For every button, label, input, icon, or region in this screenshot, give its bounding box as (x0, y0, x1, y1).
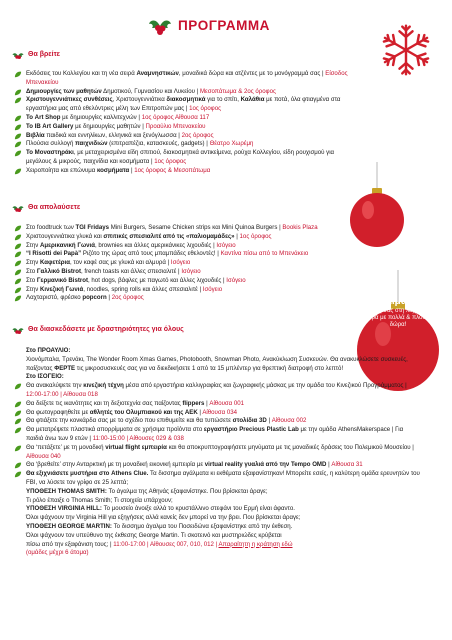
location-text: Θέατρο Χωρέμη (209, 140, 254, 148)
list-item (12, 242, 352, 251)
item-text: Στο foodtruck των (26, 224, 76, 231)
text-line (12, 497, 422, 506)
list-item (12, 461, 422, 470)
item-text: Θα ‘βρεθείτε’ στην Ανταρκτική με τη μοναδική εικονική εμπειρία με (26, 461, 205, 469)
location-text: Ισόγειο (181, 267, 201, 275)
bold-text: σπιτικές σπεσιαλιτέ από τις «παλιομαμάδες» (103, 232, 235, 240)
item-text: , μοναδικά δώρα και ατζέντες με το μονόγραμμά σας | (178, 70, 326, 77)
list-item (12, 294, 352, 303)
item-text: Πλούσια συλλογή (26, 140, 76, 148)
text-line (12, 356, 422, 374)
item-text: Θα ‘πετάξετε’ με τη μοναδική (26, 443, 106, 451)
bold-text: flippers (182, 399, 205, 407)
activities-items (12, 382, 422, 488)
item-text: Λαχταριστό, φρέσκο (26, 294, 83, 302)
item-text: και θα αποκρυπτογραφήσετε μηνύματα με τις μοναδικές δράσεις του Πολεμικού Μουσείου | (166, 443, 414, 451)
list-item (12, 88, 352, 97)
bold-text: διακοσμητικά (166, 96, 206, 104)
section-title: Θα βρείτε (28, 51, 61, 58)
item-text: Στο (26, 267, 37, 275)
bold-text: popcorn (82, 294, 107, 302)
item-text: , Χριστουγεννιάτικα (112, 96, 167, 104)
leaf-bullet-icon (14, 401, 22, 408)
bold-text: Αμερικανική Γωνιά (40, 241, 95, 249)
bold-text: Στο ΠΡΟΑΥΛΙΟ: (26, 347, 71, 354)
list-item (12, 277, 352, 286)
item-text: για το σπίτι, (205, 96, 241, 104)
leaf-bullet-icon (14, 124, 22, 131)
list-item (12, 444, 422, 462)
item-text: Το άγαλμα της Αθηνάς εξαφανίστηκε. Που βρίσκεται άραγε; (106, 487, 268, 495)
location-text: 1ος όροφος (239, 232, 272, 240)
list-item (12, 96, 352, 114)
list-item (12, 400, 422, 409)
item-text: Ριζότο της ώρας από τους μπαμπάδες εθελοντές! | (81, 250, 221, 258)
bold-text: ΥΠΟΘΕΣΗ VIRGINIA HILL: (26, 505, 102, 513)
bold-text: αθλητές του Ολυμπιακού και της ΑΕΚ (89, 408, 198, 416)
activities-intro (12, 347, 422, 382)
list-item (12, 259, 352, 268)
item-text: Χιονόμπαλα, Τρενάκι, The Wonder Room Xmas Games, Photobooth, Snowman Photo, Ανακύκλωση Συσκευών. Θα ανακυκλώσετε συσκευές, παίζοντας (26, 355, 408, 372)
header (148, 12, 308, 44)
leaf-bullet-icon (14, 150, 22, 157)
item-text: Θα ανακαλύψετε την (26, 382, 84, 390)
location-text: 1ος όροφος (189, 105, 222, 113)
bold-text: παιχνιδιών (75, 140, 108, 148)
item-text: , noodles, spring rolls και άλλες σπεσιαλιτέ | (83, 285, 203, 293)
bold-text: TGI Fridays (75, 224, 109, 231)
bold-text: Στο ΙΣΟΓΕΙΟ: (26, 373, 64, 381)
location-text: Ισόγειο (226, 276, 246, 284)
bold-text: ΥΠΟΘΕΣΗ GEORGE MARTIN: (26, 522, 112, 530)
promo-badge (358, 296, 438, 329)
text-line (12, 514, 422, 523)
list-enjoy (12, 224, 352, 303)
bold-text: “I Risotti dei Papà” (26, 250, 82, 258)
item-text: | (204, 399, 210, 407)
location-text: (ομάδες μέχρι 6 άτομα) (26, 549, 89, 557)
bold-text: Γαλλικό Bistrot (36, 267, 82, 275)
item-text: Χειροποίητα και επώνυμα (26, 166, 97, 174)
item-text: Εκδόσεις του Κολλεγίου και τη νέα σειρά (26, 70, 137, 77)
leaf-bullet-icon (14, 243, 22, 250)
item-text: με την ομάδα AthensMakerspace | Για παιδιά άνω των 9 ετών | (26, 426, 404, 442)
bold-text: virtual reality γυαλιά από την Tempo OMD (204, 461, 327, 469)
leaf-bullet-icon (14, 427, 22, 434)
item-text: Θα δείξετε τις ικανότητες και τη δεξιοτεχνία σας παίζοντας (26, 399, 183, 407)
bold-text: Το Μοναστηράκι (26, 149, 74, 157)
list-item (12, 149, 352, 167)
item-text: Στην (26, 241, 41, 249)
list-item (12, 114, 352, 123)
snowflake-icon (378, 22, 434, 78)
bold-text: virtual flight εμπειρία (105, 443, 167, 451)
list-item (12, 132, 352, 141)
item-text: , με μεταχειρισμένα είδη σπιτιού, διακοσμητικά αντικείμενα, ρούχα Κολλεγίου, είδη ρουχισμού για μεγάλους & μικρούς, παιχνίδια και κοσμήματα | (26, 149, 335, 165)
text-line (12, 373, 422, 382)
list-item (12, 382, 422, 400)
bold-text: στολίδια 3D (232, 417, 267, 425)
list-item (12, 268, 352, 277)
text-line (12, 549, 422, 558)
location-text: 1ος όροφος (154, 157, 187, 165)
location-text: Ισόγειο (216, 241, 236, 249)
bold-text: Κινεζική Γωνιά (40, 285, 84, 293)
bold-text: Το Art Shop (26, 113, 61, 121)
text-line (12, 347, 422, 356)
leaf-bullet-icon (14, 471, 22, 478)
bold-text: Χριστουγεννιάτικες συνθέσεις (26, 96, 113, 104)
item-text: τις μικροσυσκευές σας για να διεκδικήσετε 1 από τα 15 μπλέντερ για θρεπτική διατροφή στο λεπτό! (75, 364, 344, 372)
leaf-bullet-icon (14, 225, 22, 232)
list-item (12, 140, 352, 149)
location-text: Είσοδος Μπενακείου (26, 70, 348, 86)
item-text: Θα μετατρέψετε πλαστικά απορρίμματα σε χρήσιμα προϊόντα στο (26, 426, 204, 434)
leaf-bullet-icon (14, 97, 22, 104)
item-text: | (129, 166, 135, 174)
item-text: Τι ρόλο έπαιξε ο Thomas Smith; Τι στοιχεία υπάρχουν; (26, 496, 173, 504)
list-item (12, 123, 352, 132)
list-item (12, 409, 422, 418)
location-text: Αίθουσα 040 (26, 452, 61, 460)
location-text: Καντίνα πίσω από το Μπενάκειο (220, 250, 309, 258)
list-item (12, 167, 352, 176)
list-find (12, 70, 352, 176)
item-text: | (266, 417, 272, 425)
item-text: Όλοι ψάχνουν την Virginia Hill για εξηγήσεις αλλά κανείς δεν μπορεί να την βρει. Που βρίσκεται άραγε; (26, 514, 301, 522)
list-item (12, 224, 352, 233)
item-text: Όλοι ψάχνουν τον υπεύθυνο της έκθεσης George Martin. Τι σκοτεινό και μυστηριώδες κρύβεται (26, 531, 282, 539)
item-text: | (234, 232, 240, 240)
item-text: , french toasts και άλλες σπεσιαλιτέ | (81, 267, 182, 275)
leaf-bullet-icon (14, 260, 22, 267)
list-item (12, 286, 352, 295)
location-text: Μεσοπάτωμα & 2ος όροφος (199, 87, 276, 95)
location-text: Προαύλιο Μπενακείου (145, 122, 206, 130)
text-line (12, 532, 422, 541)
item-text: Τα δισσημα αγάλματα κι εκθέματα εξαφανίστηκαν! Μπορείτε εσείς, η καλύτερη ομάδα ερευνητών του FBI, να λύσετε τον γρίφο σε 25 λεπτά; (26, 470, 420, 486)
item-text: (επιτραπέζια, κατασκευές, gadgets) | (107, 140, 210, 148)
leaf-bullet-icon (14, 410, 22, 417)
item-text: με δημιουργίες μαθητών | (73, 122, 146, 130)
location-text: 1ος όροφος Αίθουσα 117 (141, 113, 210, 121)
bold-text: Το IB Art Gallery (26, 122, 74, 130)
location-text: 2ος όροφος (181, 131, 214, 139)
ornament-icon (348, 162, 406, 250)
promo-body: την τύχη σας στη λαχειοφόρο αγορά με πολλά & πλούσια δώρα! (359, 308, 437, 328)
leaf-bullet-icon (14, 115, 22, 122)
bold-text: ΦΕΡΤΕ (54, 364, 76, 372)
leaf-bullet-icon (14, 462, 22, 469)
leaf-bullet-icon (14, 295, 22, 302)
item-text: , τον καφέ σας με γλυκά και αλμυρά | (69, 259, 171, 267)
item-text: Χριστουγεννιάτικα γλυκά και (26, 232, 104, 240)
leaf-bullet-icon (14, 445, 22, 452)
item-text: Mini Burgers, Sesame Chicken strips και Mini Quinoa Burgers | (109, 224, 283, 231)
item-text: Δημοτικού, Γυμνασίου και Λυκείου | (101, 87, 200, 95)
bold-text: Γερμανικό Bistrot (36, 276, 89, 284)
leaf-bullet-icon (14, 278, 22, 285)
booking-link[interactable]: Απαραίτητη η κράτηση εδώ (218, 540, 293, 548)
location-text: 2ος όροφος (111, 294, 144, 302)
bold-text: Βιβλία (26, 131, 45, 139)
promo-title: Δοκιμάστε (373, 296, 423, 307)
location-text: 11:00-17:00 | Αίθουσες 007, 010, 012 | (113, 540, 219, 548)
list-item (12, 426, 422, 444)
holly-icon (12, 50, 24, 62)
leaf-bullet-icon (14, 89, 22, 96)
bold-text: κινεζική τέχνη (83, 382, 124, 390)
location-text: 11:00-15:00 | Αίθουσες 029 & 038 (92, 434, 184, 442)
item-text: , brownies και άλλες αμερικάνικες λιχουδιές | (94, 241, 217, 249)
item-text: Το δισσημο άγαλμα του Ποσειδώνα εξαφανίστηκε από την έκθεση. (111, 522, 293, 530)
list-item (12, 470, 422, 488)
location-text: Αίθουσα 034 (202, 408, 238, 416)
location-text: Bookis Plaza (282, 224, 318, 231)
leaf-bullet-icon (14, 383, 22, 390)
list-item (12, 417, 422, 426)
item-text: μέσα από εργαστήρια καλλιγραφίας και ζωγραφικής μάσκας με την ομάδα του Κινεζικού Προγράμματος | (123, 382, 407, 390)
list-item (12, 70, 352, 88)
list-item (12, 250, 352, 259)
bold-text: Θα εξιχνιάσετε μυστήρια στο Athens Clue. (26, 470, 149, 478)
text-line (12, 541, 422, 550)
list-item (12, 233, 352, 242)
leaf-bullet-icon (14, 418, 22, 425)
item-text: με δημιουργίες καλλιτεχνών | (60, 113, 142, 121)
item-text: με ποτά, όλα φτιαγμένα στα εργαστήρια μας από εθελόντριες μέλη των Επιτροπών μας | (26, 96, 341, 113)
bold-text: εργαστήριο Precious Plastic Lab (203, 426, 299, 434)
bold-text: ΥΠΟΘΕΣΗ THOMAS SMITH: (26, 487, 107, 495)
item-text: παιδικά και εννηλίκων, ελληνικά και ξενόγλωσσα | (44, 131, 182, 139)
location-text: Αίθουσα 31 (331, 461, 363, 469)
item-text: | (106, 294, 112, 302)
bold-text: κοσμήματα (96, 166, 130, 174)
bold-text: Αναμνηστικών (136, 70, 179, 77)
leaf-bullet-icon (14, 234, 22, 241)
location-text: Ισόγειο (170, 259, 191, 267)
item-text: Στην (26, 259, 41, 267)
page-title: ΠΡΟΓΡΑΜΜΑ (178, 18, 270, 33)
bold-text: Καλάθια (240, 96, 265, 104)
item-text: | (197, 408, 203, 416)
item-text: | (326, 461, 332, 469)
bold-text: Καφετέρια (40, 259, 70, 267)
activities-cases (12, 488, 422, 558)
leaf-bullet-icon (14, 133, 22, 140)
item-text: Στο (26, 276, 37, 284)
holly-icon (148, 14, 172, 38)
leaf-bullet-icon (14, 287, 22, 294)
item-text: Το μουσείο άνοιξε αλλά το κρυστάλλινο στεφάνι του Ερμή είναι άφαντο. (101, 505, 295, 513)
leaf-bullet-icon (14, 251, 22, 258)
bold-text: Δημιουργίες των μαθητών (26, 87, 102, 95)
text-line (12, 505, 422, 514)
location-text: 12:00-17:00 | Αίθουσα 018 (26, 390, 98, 398)
list-activities (12, 347, 422, 558)
item-text: πίσω από την εξαφάνιση τους; | (26, 540, 114, 548)
leaf-bullet-icon (14, 141, 22, 148)
item-text: , hot dogs, βάφλες με παγωτό και άλλες λιχουδιές | (88, 276, 227, 284)
location-text: Ισόγειο (202, 285, 223, 293)
location-text: Αίθουσα 001 (209, 399, 245, 407)
holly-icon (12, 325, 24, 337)
text-line (12, 488, 422, 497)
item-text: Θα φωτογραφηθείτε με (26, 408, 90, 416)
section-title: Θα διασκεδάσετε με δραστηριότητες για όλους (28, 326, 184, 333)
section-title: Θα απολαύσετε (28, 204, 81, 211)
holly-icon (12, 203, 24, 215)
location-text: 1ος όροφος & Μεσοπάτωμα (134, 166, 211, 174)
text-line (12, 523, 422, 532)
location-text: Αίθουσα 002 (271, 417, 307, 425)
item-text: Θα φτιάξετε την κονκάρδα σας με το σχέδιο που επιθυμείτε και θα τυπώσετε (26, 417, 233, 425)
leaf-bullet-icon (14, 168, 22, 175)
leaf-bullet-icon (14, 71, 22, 78)
leaf-bullet-icon (14, 269, 22, 276)
item-text: Στην (26, 285, 41, 293)
